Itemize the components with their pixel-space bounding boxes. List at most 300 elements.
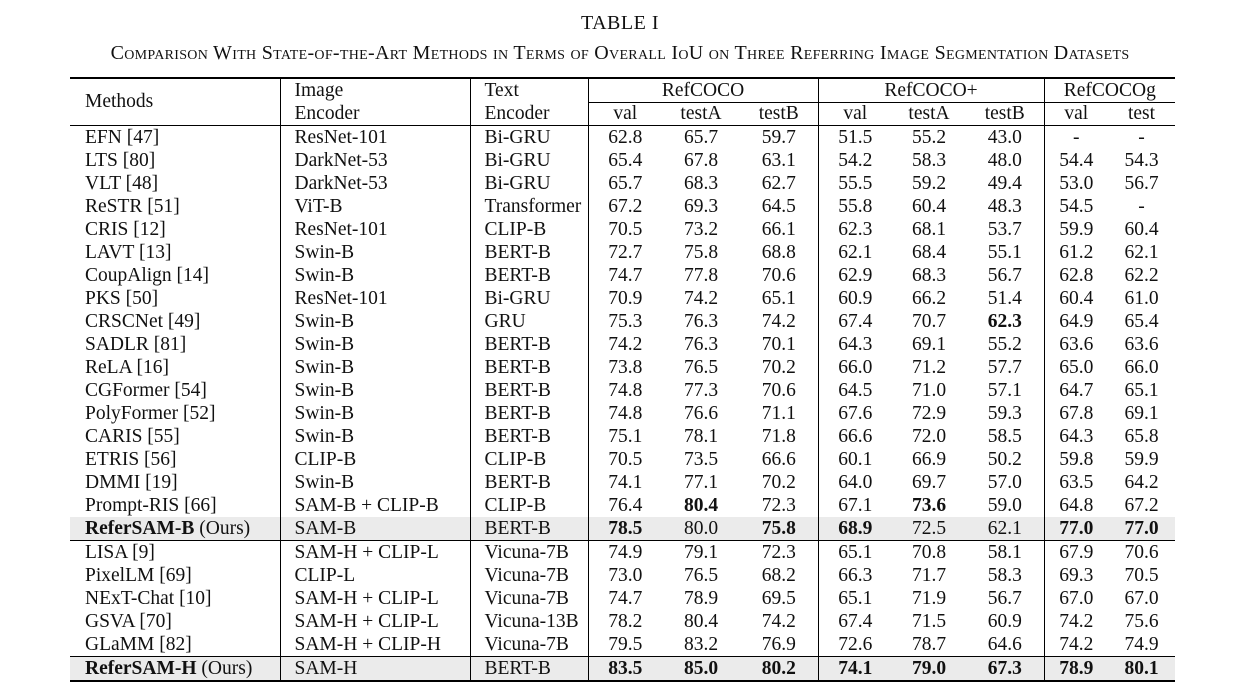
text-encoder-cell: BERT-B [470, 517, 588, 541]
score-cell: 80.4 [683, 610, 719, 632]
score-cell: 76.9 [761, 633, 796, 655]
score-cell: 74.9 [1124, 633, 1159, 655]
score-cell: 58.1 [966, 541, 1044, 565]
score-cell: 70.6 [1108, 541, 1175, 565]
method-name: ReLA [16] [85, 356, 169, 378]
image-encoder-cell: Swin-B [280, 402, 470, 425]
score-cell: 73.6 [911, 494, 947, 516]
text-encoder-header-line2: Encoder [470, 103, 588, 126]
table-row [70, 587, 1175, 610]
text-encoder-cell: CLIP-B [470, 448, 588, 471]
text-encoder-cell: BERT-B [470, 333, 588, 356]
score-cell: 66.2 [911, 287, 947, 309]
score-cell: 70.5 [588, 448, 662, 471]
score-cell: 75.3 [588, 310, 662, 333]
score-cell: 62.8 [588, 126, 662, 150]
method-name: Prompt-RIS [66] [85, 494, 217, 516]
score-cell: 60.4 [911, 195, 947, 217]
score-cell: 65.7 [683, 126, 719, 148]
text-encoder-cell: BERT-B [470, 425, 588, 448]
score-cell: 76.5 [683, 564, 719, 586]
score-cell: 67.4 [818, 310, 892, 333]
score-cell: 67.1 [818, 494, 892, 517]
split-header: testA [662, 103, 740, 126]
text-encoder-cell: BERT-B [470, 356, 588, 379]
image-encoder-cell: Swin-B [280, 356, 470, 379]
score-cell: 69.3 [683, 195, 719, 217]
score-cell: 55.8 [818, 195, 892, 218]
score-cell: 67.2 [1124, 494, 1159, 516]
score-cell: 74.2 [1044, 610, 1108, 633]
score-cell: 50.2 [987, 448, 1022, 470]
score-cell: 64.9 [1044, 310, 1108, 333]
score-cell: 67.2 [588, 195, 662, 218]
image-encoder-cell: SAM-B + CLIP-B [280, 494, 470, 517]
score-cell: 62.3 [818, 218, 892, 241]
score-cell: 62.7 [761, 172, 796, 194]
score-cell: 59.0 [987, 494, 1022, 516]
score-cell: 60.4 [1044, 287, 1108, 310]
score-cell: 83.5 [588, 657, 662, 682]
text-encoder-header-line1: Text [470, 78, 588, 103]
table-row [70, 333, 1175, 356]
score-cell: 71.5 [911, 610, 947, 632]
score-cell: 68.3 [683, 172, 719, 194]
score-cell: 68.3 [911, 264, 947, 286]
text-encoder-cell: BERT-B [470, 471, 588, 494]
text-encoder-cell: BERT-B [470, 264, 588, 287]
table-row [70, 218, 1175, 241]
score-cell: 48.3 [987, 195, 1022, 217]
method-name: CoupAlign [14] [85, 264, 210, 286]
score-cell: 77.8 [683, 264, 719, 286]
score-cell: 74.7 [588, 587, 662, 610]
table-row [70, 564, 1175, 587]
score-cell: 64.5 [761, 195, 796, 217]
score-cell: 64.7 [1044, 379, 1108, 402]
score-cell: 69.1 [1124, 402, 1159, 424]
score-cell: 54.5 [1044, 195, 1108, 218]
score-cell: 62.3 [987, 310, 1022, 332]
image-encoder-header-line2: Encoder [280, 103, 470, 126]
score-cell: 62.2 [1124, 264, 1159, 286]
score-cell: 74.9 [588, 541, 662, 565]
score-cell: 59.9 [1124, 448, 1159, 470]
score-cell: 73.5 [683, 448, 719, 470]
score-cell: 69.1 [911, 333, 947, 355]
score-cell: 76.5 [683, 356, 719, 378]
method-name: CGFormer [54] [85, 379, 207, 401]
image-encoder-cell: DarkNet-53 [280, 172, 470, 195]
score-cell: 74.8 [588, 379, 662, 402]
method-name: EFN [47] [85, 126, 160, 148]
image-encoder-cell: Swin-B [280, 425, 470, 448]
method-name: PixelLM [69] [85, 564, 192, 586]
score-cell: 64.8 [1044, 494, 1108, 517]
score-cell: 76.4 [588, 494, 662, 517]
text-encoder-cell: BERT-B [470, 402, 588, 425]
score-cell: 65.1 [818, 541, 892, 565]
score-cell: 58.3 [987, 564, 1022, 586]
method-name: GSVA [70] [85, 610, 172, 632]
score-cell: 71.1 [761, 402, 796, 424]
text-encoder-cell: Bi-GRU [470, 149, 588, 172]
score-cell: 74.2 [683, 287, 719, 309]
score-cell: - [1138, 195, 1145, 217]
score-cell: 53.7 [987, 218, 1022, 240]
image-encoder-cell: Swin-B [280, 310, 470, 333]
score-cell: 66.0 [818, 356, 892, 379]
score-cell: 65.4 [1124, 310, 1159, 332]
score-cell: 72.7 [588, 241, 662, 264]
image-encoder-cell: SAM-H + CLIP-L [280, 610, 470, 633]
table-row [70, 195, 1175, 218]
score-cell: 65.0 [1044, 356, 1108, 379]
score-cell: 55.5 [818, 172, 892, 195]
score-cell: 66.1 [761, 218, 796, 240]
image-encoder-cell: CLIP-B [280, 448, 470, 471]
score-cell: 79.5 [588, 633, 662, 657]
table-row [70, 425, 1175, 448]
ours-row [70, 517, 1175, 541]
score-cell: 74.1 [588, 471, 662, 494]
score-cell: 49.4 [987, 172, 1022, 194]
split-header: val [818, 103, 892, 126]
table-row [70, 379, 1175, 402]
score-cell: 69.5 [761, 587, 796, 609]
method-name: CRIS [12] [85, 218, 166, 240]
score-cell: 57.1 [987, 379, 1022, 401]
score-cell: 75.8 [740, 517, 818, 541]
score-cell: 62.1 [1124, 241, 1159, 263]
text-encoder-cell: Transformer [470, 195, 588, 218]
score-cell: 61.0 [1124, 287, 1159, 309]
score-cell: 58.5 [987, 425, 1022, 447]
table-label: TABLE I [581, 12, 659, 34]
score-cell: 65.7 [588, 172, 662, 195]
score-cell: 66.9 [911, 448, 947, 470]
table-row [70, 402, 1175, 425]
score-cell: 55.1 [987, 241, 1022, 263]
table-row [70, 241, 1175, 264]
score-cell: 73.8 [588, 356, 662, 379]
score-cell: 74.2 [761, 310, 796, 332]
score-cell: 57.7 [987, 356, 1022, 378]
method-name: ReferSAM-H (Ours) [70, 657, 280, 682]
text-encoder-cell: CLIP-B [470, 218, 588, 241]
split-header: testB [966, 103, 1044, 126]
score-cell: 63.5 [1044, 471, 1108, 494]
method-name: CRSCNet [49] [85, 310, 201, 332]
score-cell: 59.8 [1044, 448, 1108, 471]
score-cell: 59.3 [987, 402, 1022, 424]
score-cell: 59.9 [1044, 218, 1108, 241]
score-cell: 61.2 [1044, 241, 1108, 264]
score-cell: 64.3 [1044, 425, 1108, 448]
score-cell: 63.6 [1124, 333, 1159, 355]
score-cell: 71.8 [761, 425, 796, 447]
method-name: SADLR [81] [85, 333, 187, 355]
score-cell: 56.7 [987, 264, 1022, 286]
table-row [70, 494, 1175, 517]
score-cell: 51.5 [818, 126, 892, 150]
image-encoder-cell: SAM-H + CLIP-L [280, 541, 470, 565]
score-cell: 54.4 [1044, 149, 1108, 172]
score-cell: 62.1 [966, 517, 1044, 541]
score-cell: 43.0 [987, 126, 1022, 148]
score-cell: 64.0 [818, 471, 892, 494]
text-encoder-cell: CLIP-B [470, 494, 588, 517]
method-name: ReSTR [51] [85, 195, 180, 217]
split-header: val [588, 103, 662, 126]
score-cell: 75.1 [588, 425, 662, 448]
score-cell: 65.8 [1124, 425, 1159, 447]
table-row [70, 541, 1175, 565]
score-cell: 67.6 [818, 402, 892, 425]
score-cell: 76.3 [683, 333, 719, 355]
score-cell: 67.0 [1124, 587, 1159, 609]
score-cell: 64.2 [1124, 471, 1159, 493]
table-row [70, 610, 1175, 633]
score-cell: 59.7 [761, 126, 796, 148]
ours-row [70, 657, 1175, 682]
results-table [70, 77, 1175, 682]
score-cell: 66.3 [818, 564, 892, 587]
score-cell: 71.9 [911, 587, 947, 609]
score-cell: 58.3 [911, 149, 947, 171]
refcocog-header: RefCOCOg [1044, 78, 1175, 103]
image-encoder-cell: SAM-H [280, 657, 470, 682]
score-cell: 68.4 [911, 241, 947, 263]
score-cell: 48.0 [987, 149, 1022, 171]
score-cell: 64.5 [818, 379, 892, 402]
method-name: LTS [80] [85, 149, 156, 171]
score-cell: 77.0 [1044, 517, 1108, 541]
score-cell: 72.6 [818, 633, 892, 657]
method-name: NExT-Chat [10] [85, 587, 212, 609]
score-cell: 70.6 [761, 264, 796, 286]
image-encoder-cell: CLIP-L [280, 564, 470, 587]
score-cell: 77.1 [683, 471, 719, 493]
score-cell: 70.6 [761, 379, 796, 401]
score-cell: 67.0 [1044, 587, 1108, 610]
score-cell: 83.2 [683, 633, 719, 655]
method-name: LAVT [13] [85, 241, 172, 263]
score-cell: 62.8 [1044, 264, 1108, 287]
score-cell: 67.3 [966, 657, 1044, 682]
score-cell: 60.4 [1124, 218, 1159, 240]
score-cell: 65.4 [588, 149, 662, 172]
score-cell: 68.2 [761, 564, 796, 586]
score-cell: 63.1 [761, 149, 796, 171]
methods-header: Methods [70, 78, 280, 126]
table-row [70, 149, 1175, 172]
image-encoder-cell: Swin-B [280, 379, 470, 402]
score-cell: 59.2 [911, 172, 947, 194]
score-cell: 65.1 [1124, 379, 1159, 401]
score-cell: 78.7 [911, 633, 947, 655]
score-cell: - [1138, 126, 1145, 148]
score-cell: 62.9 [818, 264, 892, 287]
score-cell: 64.6 [987, 633, 1022, 655]
score-cell: 72.3 [740, 541, 818, 565]
score-cell: 57.0 [987, 471, 1022, 493]
score-cell: 70.9 [588, 287, 662, 310]
text-encoder-cell: Vicuna-7B [470, 541, 588, 565]
table-title: Comparison With State-of-the-Art Methods in Terms of Overall IoU on Three Referring Image Segmentation Datasets [110, 42, 1130, 64]
score-cell: 69.7 [911, 471, 947, 493]
method-name: PKS [50] [85, 287, 159, 309]
text-encoder-cell: Vicuna-7B [470, 587, 588, 610]
score-cell: 78.5 [588, 517, 662, 541]
score-cell: 53.0 [1044, 172, 1108, 195]
table-row [70, 287, 1175, 310]
score-cell: 78.2 [588, 610, 662, 633]
table-body [70, 78, 1175, 681]
table-row [70, 633, 1175, 657]
score-cell: 68.1 [911, 218, 947, 240]
method-name: DMMI [19] [85, 471, 178, 493]
text-encoder-cell: GRU [470, 310, 588, 333]
score-cell: 64.3 [818, 333, 892, 356]
image-encoder-cell: Swin-B [280, 471, 470, 494]
score-cell: 78.9 [683, 587, 719, 609]
split-header: testB [740, 103, 818, 126]
score-cell: 70.5 [588, 218, 662, 241]
score-cell: 70.7 [911, 310, 947, 332]
score-cell: 75.6 [1124, 610, 1159, 632]
score-cell: 80.4 [683, 494, 719, 516]
score-cell: 56.7 [987, 587, 1022, 609]
method-name: PolyFormer [52] [85, 402, 216, 424]
score-cell: 62.1 [818, 241, 892, 264]
score-cell: 67.4 [818, 610, 892, 633]
score-cell: 74.8 [588, 402, 662, 425]
score-cell: 74.1 [818, 657, 892, 682]
table-row [70, 448, 1175, 471]
score-cell: 74.2 [588, 333, 662, 356]
text-encoder-cell: Vicuna-7B [470, 633, 588, 657]
score-cell: 69.3 [1044, 564, 1108, 587]
table-row [70, 126, 1175, 150]
image-encoder-cell: Swin-B [280, 333, 470, 356]
score-cell: 70.5 [1124, 564, 1159, 586]
score-cell: 60.1 [818, 448, 892, 471]
score-cell: 66.0 [1124, 356, 1159, 378]
image-encoder-header-line1: Image [280, 78, 470, 103]
score-cell: 74.7 [588, 264, 662, 287]
image-encoder-cell: SAM-H + CLIP-L [280, 587, 470, 610]
score-cell: 60.9 [987, 610, 1022, 632]
score-cell: 77.0 [1108, 517, 1175, 541]
method-name: VLT [48] [85, 172, 159, 194]
table-row [70, 471, 1175, 494]
method-name: ETRIS [56] [85, 448, 177, 470]
score-cell: 74.2 [761, 610, 796, 632]
method-name: ReferSAM-B (Ours) [70, 517, 280, 541]
score-cell: 80.0 [662, 517, 740, 541]
score-cell: 65.1 [761, 287, 796, 309]
table-row [70, 356, 1175, 379]
score-cell: 71.2 [911, 356, 947, 378]
score-cell: 67.8 [1044, 402, 1108, 425]
score-cell: 56.7 [1124, 172, 1159, 194]
text-encoder-cell: Bi-GRU [470, 172, 588, 195]
method-name: GLaMM [82] [85, 633, 192, 655]
table-row [70, 172, 1175, 195]
score-cell: 66.6 [818, 425, 892, 448]
score-cell: 78.9 [1044, 657, 1108, 682]
score-cell: 79.0 [892, 657, 966, 682]
image-encoder-cell: ViT-B [280, 195, 470, 218]
split-header: val [1044, 103, 1108, 126]
score-cell: 80.1 [1108, 657, 1175, 682]
score-cell: 66.6 [761, 448, 796, 470]
score-cell: 78.1 [683, 425, 719, 447]
split-header: testA [892, 103, 966, 126]
image-encoder-cell: ResNet-101 [280, 218, 470, 241]
score-cell: 55.2 [911, 126, 947, 148]
score-cell: 54.3 [1124, 149, 1159, 171]
score-cell: 74.2 [1044, 633, 1108, 657]
score-cell: 73.0 [588, 564, 662, 587]
score-cell: 70.2 [761, 356, 796, 378]
score-cell: 77.3 [683, 379, 719, 401]
image-encoder-cell: Swin-B [280, 264, 470, 287]
refcoco-header: RefCOCO [588, 78, 818, 103]
score-cell: 67.9 [1044, 541, 1108, 565]
score-cell: 79.1 [662, 541, 740, 565]
score-cell: 71.7 [911, 564, 947, 586]
score-cell: 55.2 [987, 333, 1022, 355]
score-cell: - [1044, 126, 1108, 150]
image-encoder-cell: ResNet-101 [280, 126, 470, 150]
image-encoder-cell: DarkNet-53 [280, 149, 470, 172]
score-cell: 75.8 [683, 241, 719, 263]
refcoco-plus-header: RefCOCO+ [818, 78, 1044, 103]
score-cell: 70.8 [892, 541, 966, 565]
header-row-1 [70, 78, 1175, 103]
image-encoder-cell: SAM-H + CLIP-H [280, 633, 470, 657]
score-cell: 72.3 [761, 494, 796, 516]
score-cell: 72.5 [892, 517, 966, 541]
image-encoder-cell: Swin-B [280, 241, 470, 264]
score-cell: 70.2 [761, 471, 796, 493]
text-encoder-cell: Bi-GRU [470, 287, 588, 310]
text-encoder-cell: Vicuna-7B [470, 564, 588, 587]
table-row [70, 264, 1175, 287]
method-name: CARIS [55] [85, 425, 180, 447]
score-cell: 71.0 [911, 379, 947, 401]
text-encoder-cell: Vicuna-13B [470, 610, 588, 633]
score-cell: 63.6 [1044, 333, 1108, 356]
score-cell: 60.9 [818, 287, 892, 310]
score-cell: 65.1 [818, 587, 892, 610]
score-cell: 70.1 [761, 333, 796, 355]
score-cell: 73.2 [683, 218, 719, 240]
text-encoder-cell: Bi-GRU [470, 126, 588, 150]
method-name: LISA [9] [70, 541, 280, 565]
text-encoder-cell: BERT-B [470, 657, 588, 682]
score-cell: 85.0 [662, 657, 740, 682]
split-header: test [1108, 103, 1175, 126]
image-encoder-cell: SAM-B [280, 517, 470, 541]
text-encoder-cell: BERT-B [470, 241, 588, 264]
score-cell: 72.0 [911, 425, 947, 447]
image-encoder-cell: ResNet-101 [280, 287, 470, 310]
score-cell: 72.9 [911, 402, 947, 424]
score-cell: 51.4 [987, 287, 1022, 309]
